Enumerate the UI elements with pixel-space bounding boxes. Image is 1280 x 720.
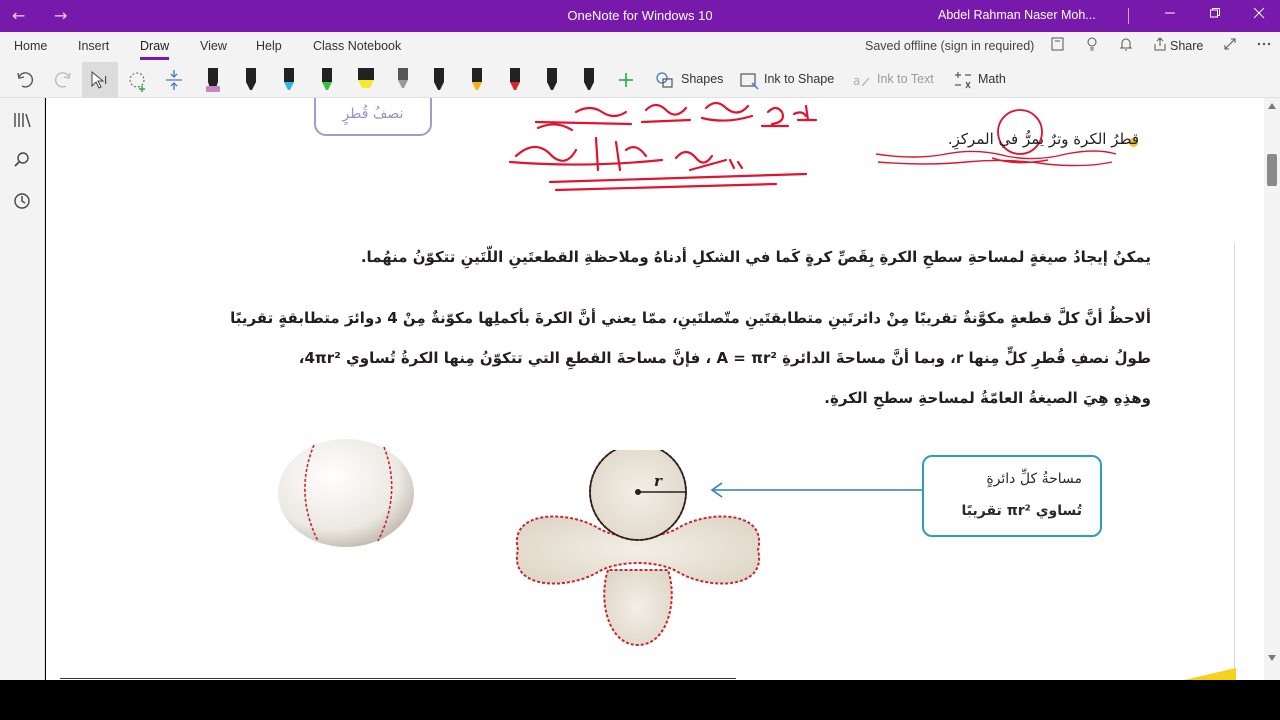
title-bar [0, 0, 1280, 32]
pen-gray-icon[interactable] [394, 64, 412, 94]
tab-view[interactable]: View [200, 39, 227, 53]
explanation-line-1: ألاحظُ أنَّ كلَّ قطعةٍ مكوَّنةٌ تقريبًا مِنْ دائرتَينِ متطابقتَينِ متّصلتَينِ، ممّا يعني أنَّ الكرةَ بأكملِها مكوّنةٌ مِنْ 4 دوائرَ متطابقةٍ تقريبًا [230, 309, 1151, 327]
circle-area-callout [922, 455, 1102, 537]
search-icon[interactable] [12, 150, 32, 170]
scroll-thumb[interactable] [1267, 154, 1277, 186]
sync-status[interactable]: Saved offline (sign in required) [865, 39, 1035, 53]
math-button[interactable]: Math [978, 72, 1006, 86]
svg-text:I: I [104, 74, 108, 87]
ink-to-shape-icon[interactable] [738, 66, 760, 94]
highlighter-yellow-icon[interactable] [354, 64, 378, 94]
add-space-icon[interactable] [164, 66, 184, 94]
draw-toolbar [0, 62, 1280, 98]
callout-arrow [706, 480, 926, 500]
pen-green-icon[interactable] [318, 64, 336, 94]
undo-icon[interactable] [14, 66, 36, 94]
tab-home[interactable]: Home [14, 39, 48, 53]
page-canvas[interactable] [46, 98, 1264, 680]
title-divider [1128, 8, 1129, 24]
shapes-icon[interactable] [654, 66, 676, 94]
math-icon[interactable] [952, 66, 974, 94]
pen-black-icon[interactable] [242, 64, 260, 94]
share-button[interactable]: Share [1170, 39, 1204, 53]
recent-clock-icon[interactable] [12, 191, 32, 211]
notebooks-library-icon[interactable] [12, 110, 32, 130]
vertical-scrollbar[interactable] [1264, 98, 1280, 680]
scroll-down-icon[interactable] [1267, 654, 1277, 662]
redo-icon[interactable] [52, 66, 74, 94]
scroll-up-icon[interactable] [1267, 102, 1277, 110]
back-arrow-icon[interactable]: ← [12, 6, 26, 25]
radius-callout-text: نصفُ قُطرٍ [342, 106, 404, 122]
user-name[interactable]: Abdel Rahman Naser Moh... [938, 8, 1096, 22]
tab-help[interactable]: Help [256, 39, 282, 53]
tab-insert[interactable]: Insert [78, 39, 110, 53]
pen-orange-icon[interactable] [468, 64, 486, 94]
navigation-sidebar [0, 98, 45, 680]
restore-icon[interactable] [1203, 4, 1227, 26]
svg-text:a: a [853, 74, 861, 88]
type-select-tool-icon[interactable] [82, 62, 118, 98]
tab-class-notebook[interactable]: Class Notebook [313, 39, 402, 53]
ribbon-tabs [0, 32, 1280, 62]
tab-draw[interactable]: Draw [140, 39, 170, 53]
window-title: OneNote for Windows 10 [567, 8, 713, 23]
corner-accent [1184, 668, 1236, 680]
radius-callout [314, 98, 432, 136]
ink-to-text-icon [851, 66, 873, 94]
close-icon[interactable] [1247, 4, 1271, 26]
pen-red-icon[interactable] [506, 64, 524, 94]
circle-area-line-1: مساحةُ كلِّ دائرةٍ [986, 471, 1082, 487]
notebooks-icon[interactable] [1048, 36, 1068, 56]
circle-area-line-2: تُساوي πr² تقريبًا [961, 503, 1082, 519]
page-bottom-rule [60, 678, 736, 679]
radius-label: r [654, 472, 662, 490]
more-icon[interactable] [1254, 36, 1274, 56]
share-icon[interactable] [1150, 36, 1170, 56]
add-pen-icon[interactable] [616, 66, 636, 94]
explanation-line-2: طولُ نصفِ قُطرِ كلٍّ مِنها r، وبما أنَّ مساحةَ الدائرةِ A = πr² ، فإنَّ مساحةَ القطعِ التي تتكوّنُ مِنها الكرةُ تُساوي 4πr²، [298, 349, 1151, 367]
pen-lavender-icon[interactable] [204, 64, 222, 94]
handwritten-ink-annotation [476, 98, 876, 198]
pen-black-3-icon[interactable] [543, 64, 561, 94]
minimize-icon[interactable] [1158, 4, 1182, 26]
explanation-paragraph [151, 298, 1151, 418]
ink-to-text-button: Ink to Text [877, 72, 934, 86]
ink-to-shape-button[interactable]: Ink to Shape [764, 72, 835, 86]
forward-arrow-icon[interactable]: → [54, 6, 68, 25]
bell-icon[interactable] [1116, 36, 1136, 56]
ink-underline-annotation [866, 144, 1126, 174]
bullet-text: قطرُ الكرة وترٌ يمرُّ في المركزِ. [947, 130, 1139, 148]
baseball-image [274, 433, 420, 553]
pen-cyan-icon[interactable] [280, 64, 298, 94]
shapes-button[interactable]: Shapes [681, 72, 724, 86]
lightbulb-icon[interactable] [1082, 36, 1102, 56]
intro-paragraph: يمكنُ إيجادُ صيغةٍ لمساحةِ سطحِ الكرةِ بِقَصِّ كرةٍ كَما في الشكلِ أدناهُ وملاحظةِ القطعتَينِ اللّتَينِ تتكوّنُ منهُما. [360, 248, 1151, 266]
page-edge-line [1234, 243, 1235, 680]
lasso-select-icon[interactable] [126, 66, 150, 94]
pen-black-2-icon[interactable] [430, 64, 448, 94]
bottom-letterbox [0, 680, 1280, 720]
explanation-line-3: وهذِهِ هِيَ الصيغةُ العامّةُ لمساحةِ سطحِ الكرةِ. [824, 389, 1151, 407]
expand-icon[interactable] [1220, 36, 1240, 56]
pen-black-4-icon[interactable] [580, 64, 598, 94]
